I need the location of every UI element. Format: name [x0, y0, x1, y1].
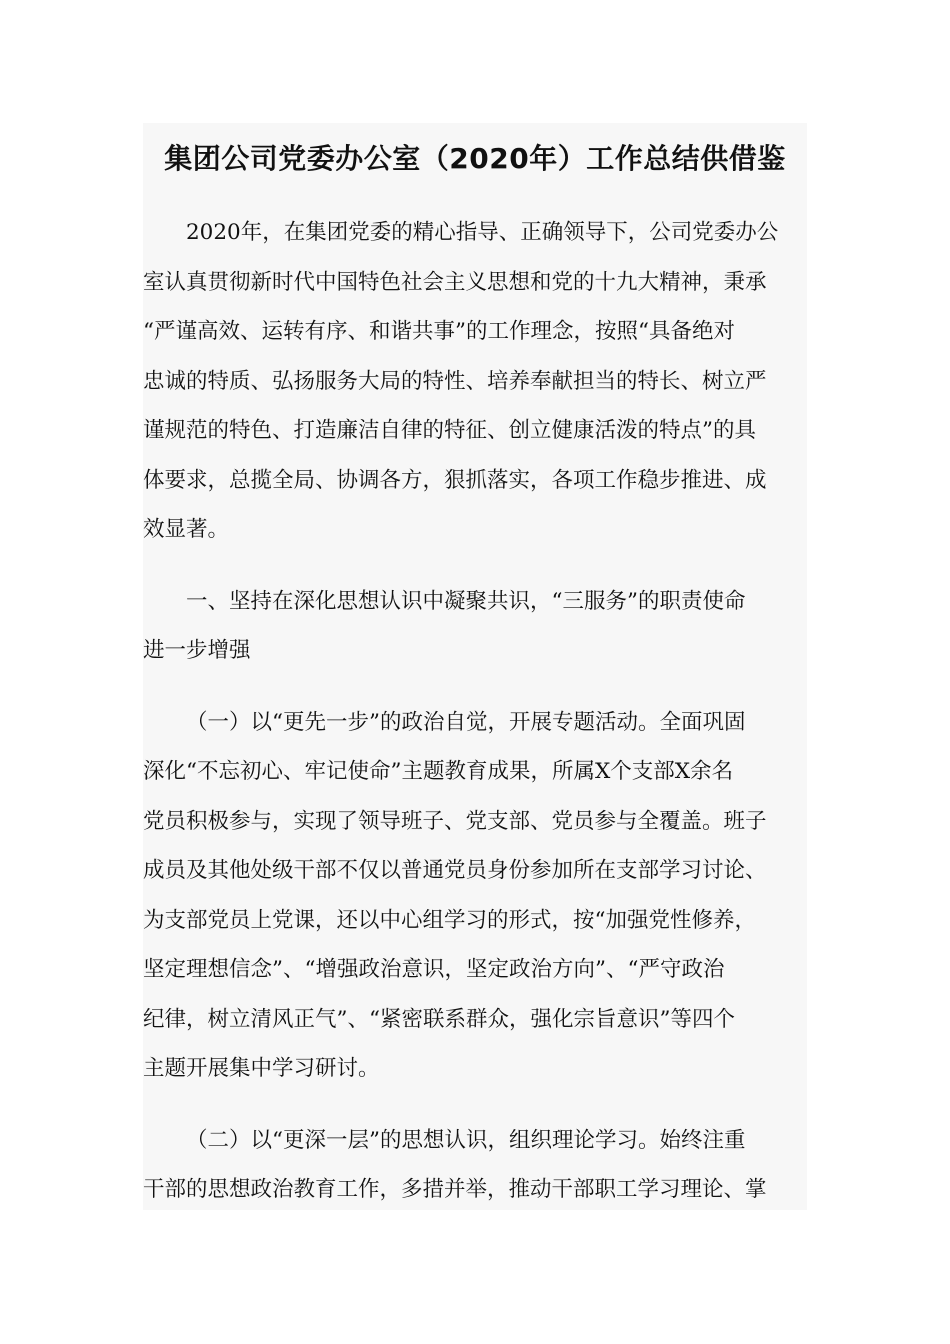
text-line: “严谨高效、运转有序、和谐共事”的工作理念，按照“具备绝对 — [143, 319, 735, 344]
document-page — [143, 123, 807, 1210]
paragraph-intro — [143, 208, 807, 555]
text-line: 党员积极参与，实现了领导班子、党支部、党员参与全覆盖。班子 — [143, 808, 767, 834]
text-line: 一、坚持在深化思想认识中凝聚共识，“三服务”的职责使命 — [186, 588, 746, 614]
paragraph-subsection-1 — [143, 698, 807, 1094]
text-line: 2020年，在集团党委的精心指导、正确领导下，公司党委办公 — [186, 220, 779, 245]
text-line: （二）以“更深一层”的思想认识，组织理论学习。始终注重 — [186, 1127, 746, 1153]
text-line: 忠诚的特质、弘扬服务大局的特性、培养奉献担当的特长、树立严 — [143, 368, 767, 394]
text-line: 深化“不忘初心、牢记使命”主题教育成果，所属X个支部X余名 — [143, 759, 734, 784]
text-line: （一）以“更先一步”的政治自觉，开展专题活动。全面巩固 — [186, 709, 746, 735]
text-line: 坚定理想信念”、“增强政治意识，坚定政治方向”、“严守政治 — [143, 957, 725, 982]
document-body — [143, 208, 807, 1210]
text-line: 主题开展集中学习研讨。 — [143, 1056, 380, 1081]
text-line: 谨规范的特色、打造廉洁自律的特征、创立健康活泼的特点”的具 — [143, 418, 756, 443]
text-line: 进一步增强 — [143, 638, 251, 663]
text-line: 室认真贯彻新时代中国特色社会主义思想和党的十九大精神，秉承 — [143, 269, 767, 295]
text-line: 体要求，总揽全局、协调各方，狠抓落实，各项工作稳步推进、成 — [143, 467, 767, 493]
document-title: 集团公司党委办公室（2020年）工作总结供借鉴 — [164, 142, 786, 175]
text-line: 效显著。 — [143, 517, 230, 542]
text-line: 纪律，树立清风正气”、“紧密联系群众，强化宗旨意识”等四个 — [143, 1006, 735, 1032]
text-line: 干部的思想政治教育工作，多措并举，推动干部职工学习理论、掌 — [143, 1177, 767, 1202]
paragraph-subsection-2 — [143, 1116, 807, 1211]
section-heading-1 — [143, 577, 807, 676]
text-line: 为支部党员上党课，还以中心组学习的形式，按“加强党性修养， — [143, 907, 756, 933]
text-line: 成员及其他处级干部不仅以普通党员身份参加所在支部学习讨论、 — [143, 858, 767, 883]
